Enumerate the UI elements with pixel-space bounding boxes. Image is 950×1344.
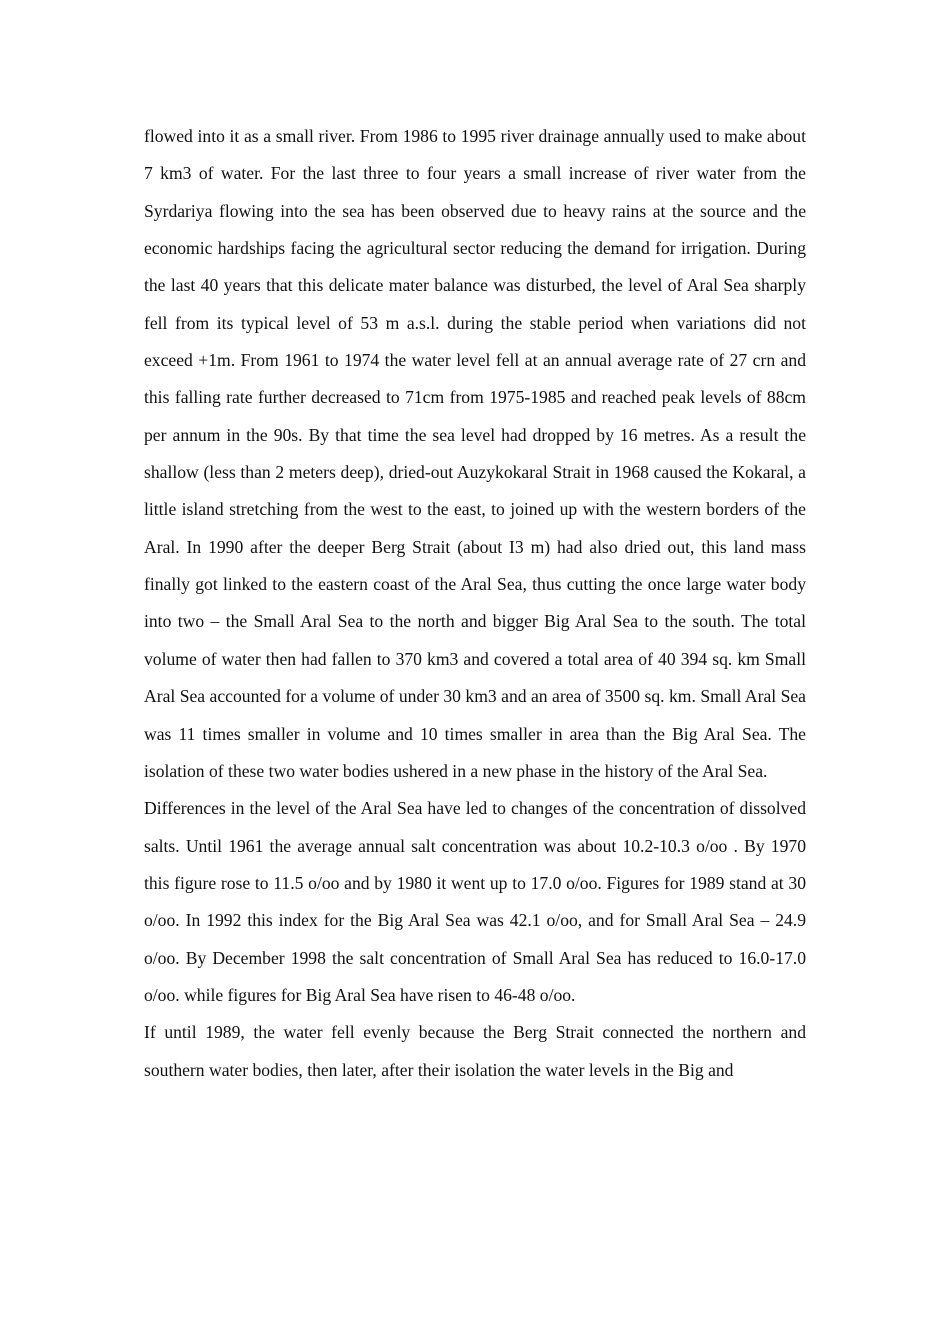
paragraph-river-drainage-and-sea-level: flowed into it as a small river. From 1986 to 1995 river drainage annually used to make about 7 km3 of water. For the last three to four years a small increase of river water from the Syrdariya flowing into the sea has been observed due to heavy rains at the source and the economic hardships facing the agricultural sector reducing the demand for irrigation. During the last 40 years that this delicate mater balance was disturbed, the level of Aral Sea sharply fell from its typical level of 53 m a.s.l. during the stable period when variations did not exceed +1m. From 1961 to 1974 the water level fell at an annual average rate of 27 crn and this falling rate further decreased to 71cm from 1975-1985 and reached peak levels of 88cm per annum in the 90s. By that time the sea level had dropped by 16 metres. As a result the shallow (less than 2 meters deep), dried-out Auzykokaral Strait in 1968 caused the Kokaral, a little island stretching from the west to the east, to joined up with the western borders of the Aral. In 1990 after the deeper Berg Strait (about I3 m) had also dried out, this land mass finally got linked to the eastern coast of the Aral Sea, thus cutting the once large water body into two – the Small Aral Sea to the north and bigger Big Aral Sea to the south. The total volume of water then had fallen to 370 km3 and covered a total area of 40 394 sq. km Small Aral Sea accounted for a volume of under 30 km3 and an area of 3500 sq. km. Small Aral Sea was 11 times smaller in volume and 10 times smaller in area than the Big Aral Sea. The isolation of these two water bodies ushered in a new phase in the history of the Aral Sea. — [144, 126, 806, 781]
paragraph-salt-concentration: Differences in the level of the Aral Sea have led to changes of the concentration of dissolved salts. Until 1961 the average annual salt concentration was about 10.2-10.3 o/oo . By 1970 this figure rose to 11.5 o/oo and by 1980 it went up to 17.0 o/oo. Figures for 1989 stand at 30 o/oo. In 1992 this index for the Big Aral Sea was 42.1 o/oo, and for Small Aral Sea – 24.9 o/oo. By December 1998 the salt concentration of Small Aral Sea has reduced to 16.0-17.0 o/oo. while figures for Big Aral Sea have risen to 46-48 o/oo. — [144, 798, 806, 1005]
document-page — [144, 118, 806, 1089]
paragraph-berg-strait-water-levels: If until 1989, the water fell evenly because the Berg Strait connected the northern and southern water bodies, then later, after their isolation the water levels in the Big and — [144, 1022, 806, 1080]
